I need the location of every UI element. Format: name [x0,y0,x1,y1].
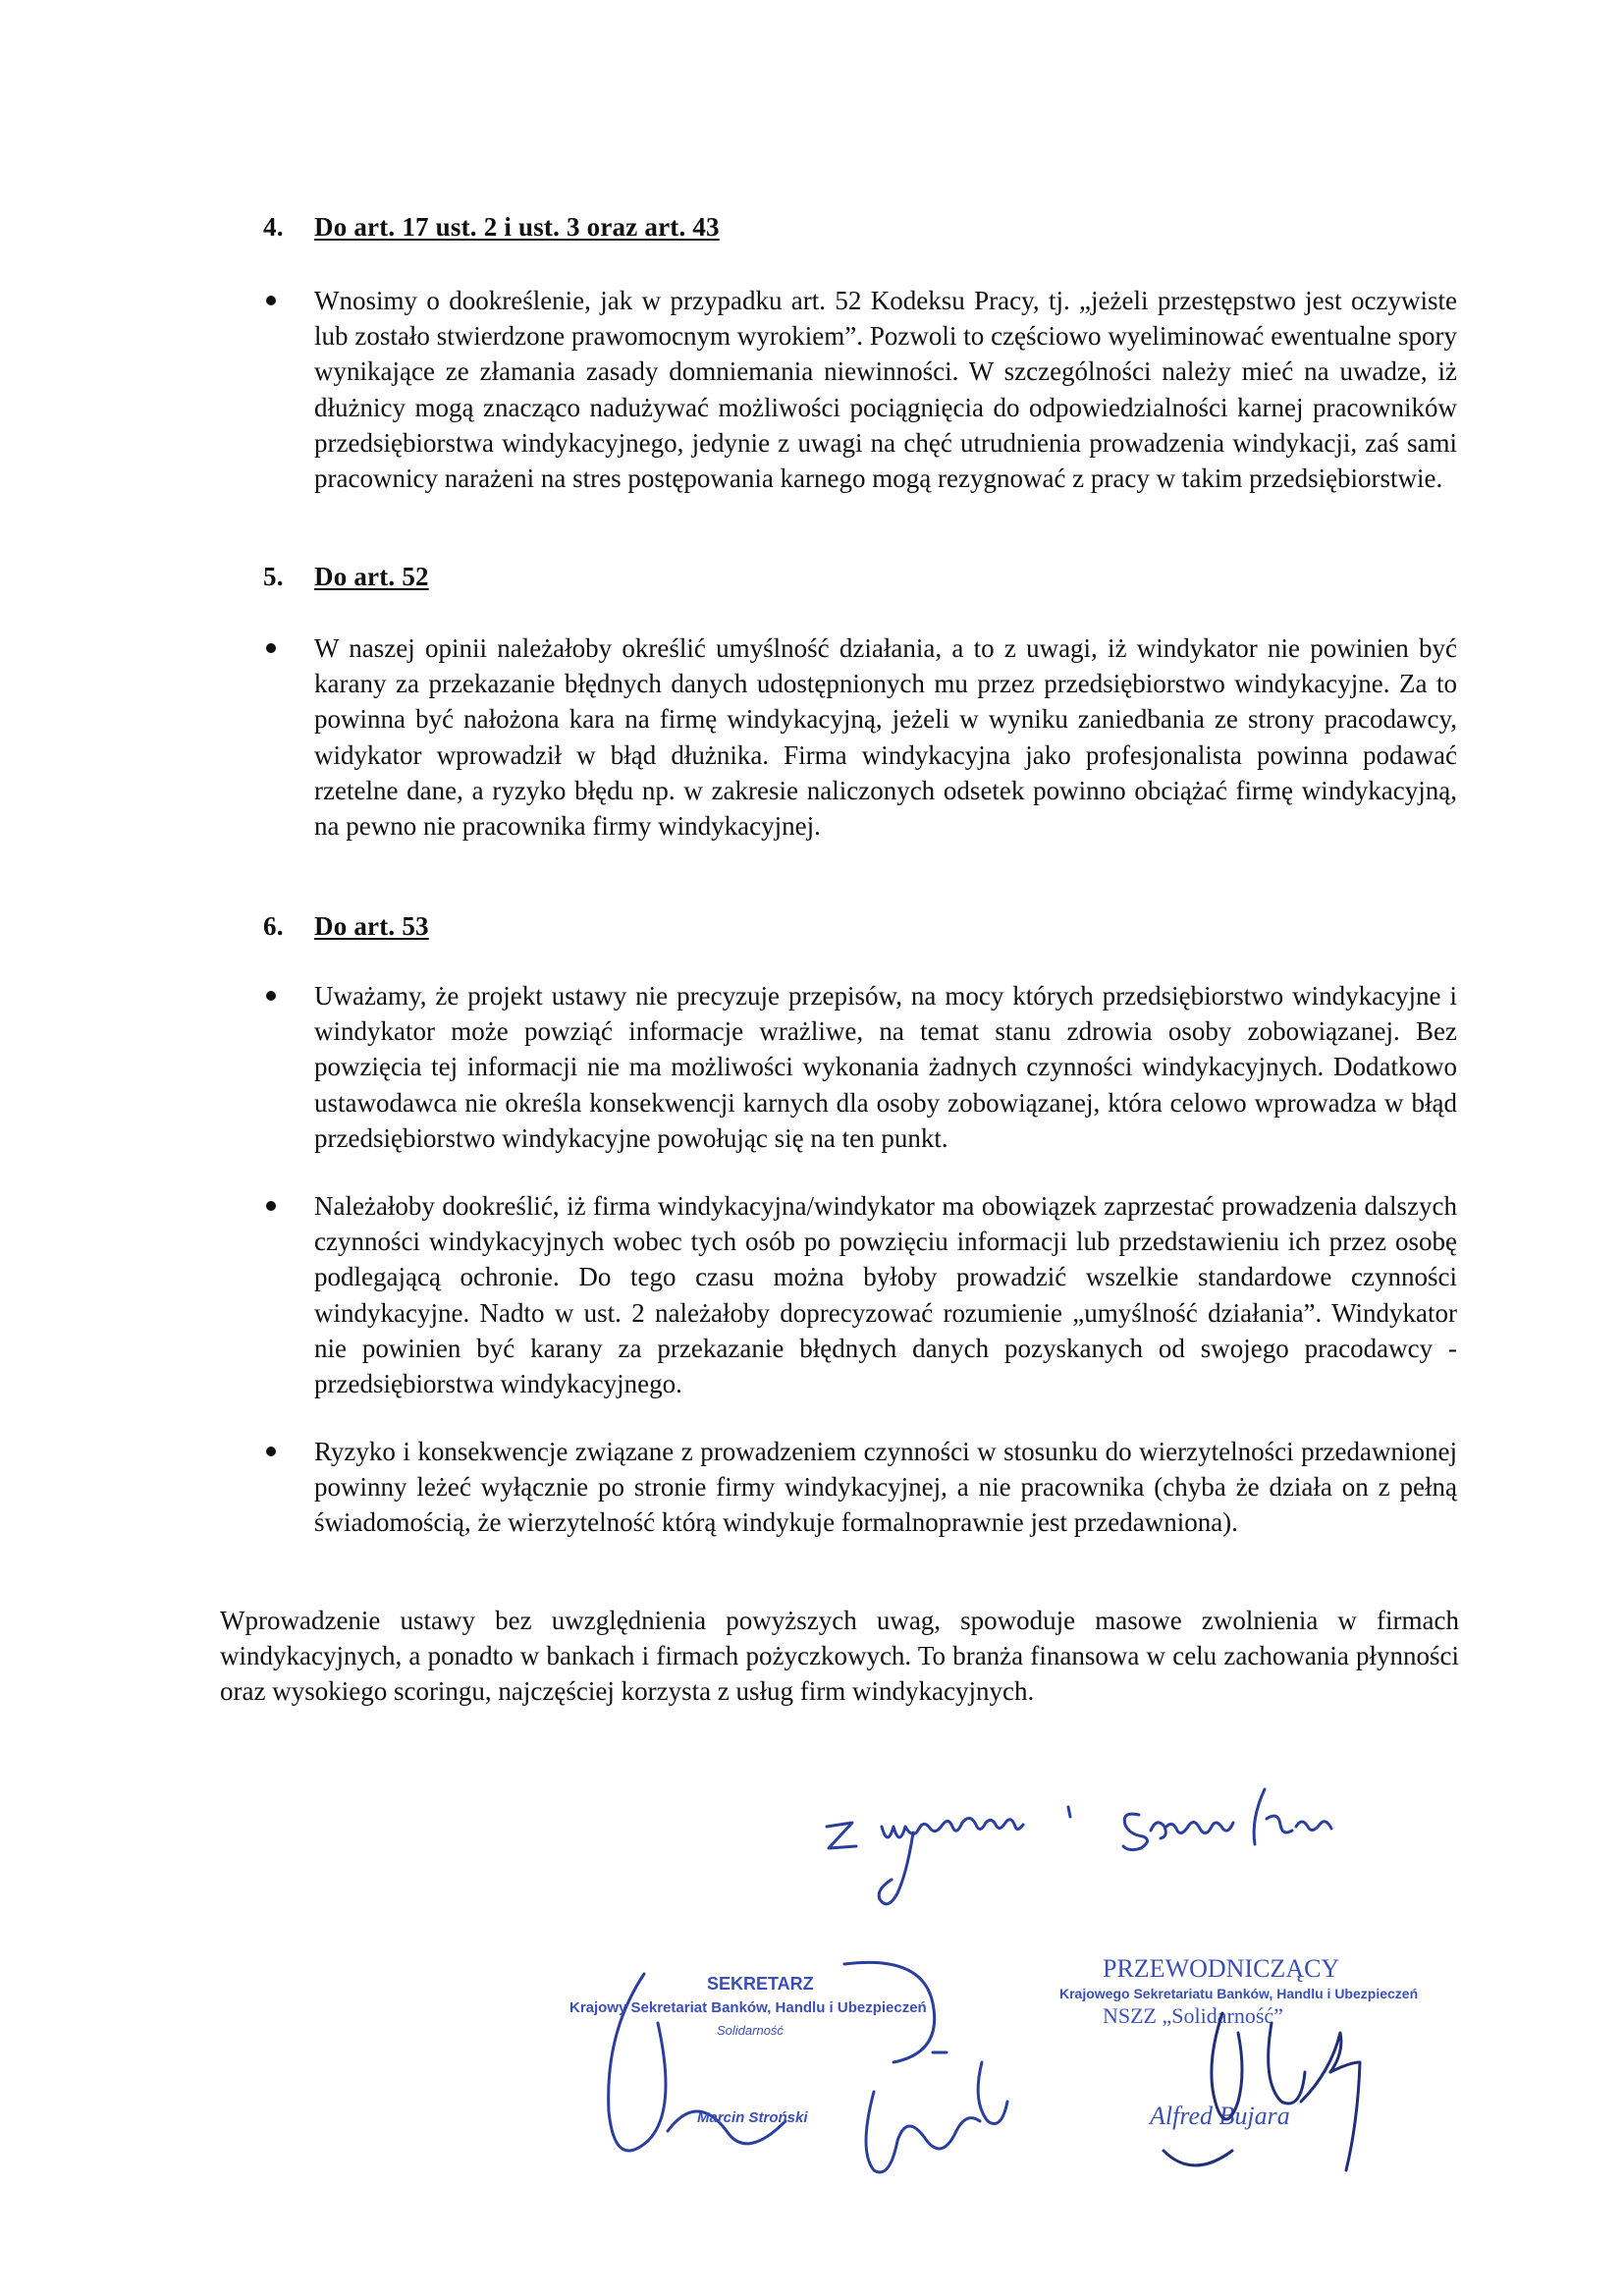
signature-chairman [1056,1954,1429,2190]
stamp-organization: Krajowy Sekretariat Banków, Handlu i Ubezpieczeń [569,1999,927,2016]
stamp-person-name: Marcin Stroński [697,2109,808,2126]
list-item-text: Uważamy, że projekt ustawy nie precyzuje przepisów, na mocy których przedsiębiorstwo windykacyjne i windykator może powziąć informacje wrażliwe, na temat stanu zdrowia osoby zobowiązanej. Bez powzięcia tej informacji nie ma możliwości wykonania żadnych czynności windykacyjnych. Dodatkowo ustawodawca nie określa konsekwencji karnych dla osoby zobowiązanej, która celowo wprowadza w błąd przedsiębiorstwo windykacyjne powołując się na ten punkt. [314,981,1457,1153]
stamp-title: PRZEWODNICZĄCY [1103,1954,1340,1983]
section-heading [263,911,429,942]
stamp-union: NSZZ „Solidarność” [1103,2003,1283,2028]
bullet-icon [266,991,276,1001]
stamp-union: Solidarność [717,2023,784,2038]
section-title: Do art. 52 [314,562,429,591]
bullet-icon [266,643,276,653]
closing-paragraph: Wprowadzenie ustawy bez uwzględnienia powyższych uwag, spowoduje masowe zwolnienia w firmach windykacyjnych, a ponadto w bankach i firmach pożyczkowych. To branża finansowa w celu zachowania płynności oraz wysokiego scoringu, najczęściej korzysta z usług firm windykacyjnych. [220,1606,1459,1707]
section-heading [263,562,429,592]
section-title: Do art. 53 [314,911,429,941]
list-item-text: Ryzyko i konsekwencje związane z prowadzeniem czynności w stosunku do wierzytelności przedawnionej powinny leżeć wyłącznie po stronie firmy windykacyjnej, a nie pracownika (chyba że działa on z pełną świadomością, że wierzytelność którą windykuje formalnoprawnie jest przedawniona). [314,1437,1457,1538]
stamp-organization: Krajowego Sekretariatu Banków, Handlu i Ubezpieczeń [1059,1986,1419,2001]
section-title: Do art. 17 ust. 2 i ust. 3 oraz art. 43 [314,212,720,242]
bullet-icon [266,1447,276,1456]
stamp-person-name: Alfred Bujara [1150,2102,1290,2130]
stamp-secretary [550,1954,1060,2190]
list-item-text: W naszej opinii należałoby określić umyślność działania, a to z uwagi, iż windykator nie powinien być karany za przekazanie błędnych danych udostępnionych mu przez przedsiębiorstwo windykacyjne. Za to powinna być nałożona kara na firmę windykacyjną, jeżeli w wyniku zaniedbania ze strony pracodawcy, widykator wprowadził w błąd dłużnika. Firma windykacyjna jako profesjonalista powinna podawać rzetelne dane, a ryzyko błędu np. w zakresie naliczonych odsetek powinno obciążać firmę windykacyjną, na pewno nie pracownika firmy windykacyjnej. [314,633,1457,842]
list-item-text: Należałoby dookreślić, iż firma windykacyjna/windykator ma obowiązek zaprzestać prowadzenia dalszych czynności windykacyjnych wobec tych osób po powzięciu informacji lub przedstawieniu ich przez osobę podlegającą ochronie. Do tego czasu można byłoby prowadzić wszelkie standardowe czynności windykacyjne. Nadto w ust. 2 należałoby doprecyzować rozumienie „umyślność działania”. Windykator nie powinien być karany za przekazanie błędnych danych pozyskanych od swojego pracodawcy - przedsiębiorstwa windykacyjnego. [314,1191,1457,1399]
list-item [263,283,1457,496]
section-number: 5. [263,562,284,591]
list-item [263,1434,1457,1541]
section-number: 6. [263,911,284,941]
section-heading [263,212,720,243]
list-item-text: Wnosimy o dookreślenie, jak w przypadku art. 52 Kodeksu Pracy, tj. „jeżeli przestępstwo jest oczywiste lub zostało stwierdzone prawomocnym wyrokiem”. Pozwoli to częściowo wyeliminować ewentualne spory wynikające ze złamania zasady domniemania niewinności. W szczególności należy mieć na uwadze, iż dłużnicy mogą znacząco nadużywać możliwości pociągnięcia do odpowiedzialności karnej pracowników przedsiębiorstwa windykacyjnego, jedynie z uwagi na chęć utrudnienia prowadzenia windykacji, zaś sami pracownicy narażeni na stres postępowania karnego mogą rezygnować z pracy w takim przedsiębiorstwie. [314,286,1457,494]
list-item [263,978,1457,1156]
stamp-title: SEKRETARZ [707,1974,814,1994]
handwritten-closing-signature [805,1768,1394,1925]
list-item [263,630,1457,844]
bullet-icon [266,1201,276,1211]
section-number: 4. [263,212,284,242]
stamp-chairman [1056,1954,1429,2190]
list-item [263,1188,1457,1401]
bullet-icon [266,296,276,305]
